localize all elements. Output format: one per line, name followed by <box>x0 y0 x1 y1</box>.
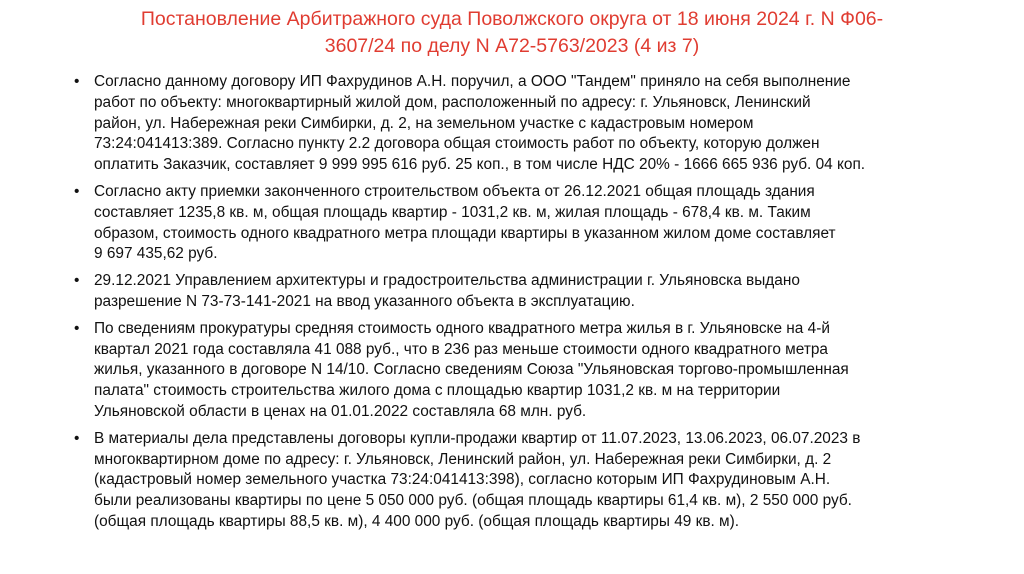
paragraph-line: Ульяновской области в ценах на 01.01.2022 составляла 68 млн. руб. <box>94 402 587 420</box>
bullet-dot-icon: • <box>74 319 80 337</box>
bullet-item <box>74 271 984 313</box>
paragraph-line: (общая площадь квартиры 88,5 кв. м), 4 400 000 руб. (общая площадь квартиры 49 кв. м). <box>94 512 740 530</box>
paragraph-line: разрешение N 73-73-141-2021 на ввод указанного объекта в эксплуатацию. <box>94 292 635 310</box>
paragraph-line: район, ул. Набережная реки Симбирки, д. 2, на земельном участке с кадастровым номером <box>94 114 754 132</box>
bullet-list <box>74 72 984 539</box>
slide-title <box>60 6 964 60</box>
title-line-2: 3607/24 по делу N А72-5763/2023 (4 из 7) <box>324 35 700 57</box>
bullet-item <box>74 72 984 176</box>
bullet-dot-icon: • <box>74 429 80 447</box>
paragraph-line: оплатить Заказчик, составляет 9 999 995 616 руб. 25 коп., в том числе НДС 20% - 1666 665 936 руб. 04 коп. <box>94 156 866 174</box>
bullet-item <box>74 182 984 265</box>
paragraph-line: образом, стоимость одного квадратного метра площади квартиры в указанном жилом доме составляет <box>94 224 836 242</box>
paragraph-line: В материалы дела представлены договоры купли-продажи квартир от 11.07.2023, 13.06.2023, 06.07.2023 в <box>94 429 861 447</box>
paragraph-line: многоквартирном доме по адресу: г. Ульяновск, Ленинский район, ул. Набережная реки Симбирки, д. 2 <box>94 450 832 468</box>
paragraph-line: (кадастровый номер земельного участка 73:24:041413:398), согласно которым ИП Фахрудиновым А.Н. <box>94 471 831 489</box>
paragraph-line: квартал 2021 года составляла 41 088 руб., что в 236 раз меньше стоимости одного квадратного метра <box>94 340 828 358</box>
paragraph-line: были реализованы квартиры по цене 5 050 000 руб. (общая площадь квартиры 61,4 кв. м), 2 550 000 руб. <box>94 492 852 510</box>
paragraph-line: Согласно данному договору ИП Фахрудинов А.Н. поручил, а ООО "Тандем" приняло на себя выполнение <box>94 73 851 90</box>
bullet-item <box>74 429 984 533</box>
bullet-dot-icon: • <box>74 182 80 200</box>
paragraph-line: жилья, указанного в договоре N 14/10. Согласно сведениям Союза "Ульяновская торгово-промышленная <box>94 361 849 379</box>
paragraph-line: 9 697 435,62 руб. <box>94 245 218 263</box>
paragraph-line: По сведениям прокуратуры средняя стоимость одного квадратного метра жилья в г. Ульяновске на 4-й <box>94 319 830 337</box>
paragraph-line: Согласно акту приемки законченного строительством объекта от 26.12.2021 общая площадь здания <box>94 182 815 200</box>
paragraph-line: палата" стоимость строительства жилого дома с площадью квартир 1031,2 кв. м на территории <box>94 382 781 400</box>
bullet-dot-icon: • <box>74 73 80 90</box>
title-line-1: Постановление Арбитражного суда Поволжского округа от 18 июня 2024 г. N Ф06- <box>140 8 884 30</box>
paragraph-line: 29.12.2021 Управлением архитектуры и градостроительства администрации г. Ульяновска выдано <box>94 272 800 290</box>
paragraph-line: работ по объекту: многоквартирный жилой дом, расположенный по адресу: г. Ульяновск, Ленинский <box>94 93 811 111</box>
bullet-dot-icon: • <box>74 272 80 290</box>
paragraph-line: составляет 1235,8 кв. м, общая площадь квартир - 1031,2 кв. м, жилая площадь - 678,4 кв. м. Таким <box>94 203 811 221</box>
paragraph-line: 73:24:041413:389. Согласно пункту 2.2 договора общая стоимость работ по объекту, которую должен <box>94 135 820 153</box>
bullet-item <box>74 319 984 423</box>
